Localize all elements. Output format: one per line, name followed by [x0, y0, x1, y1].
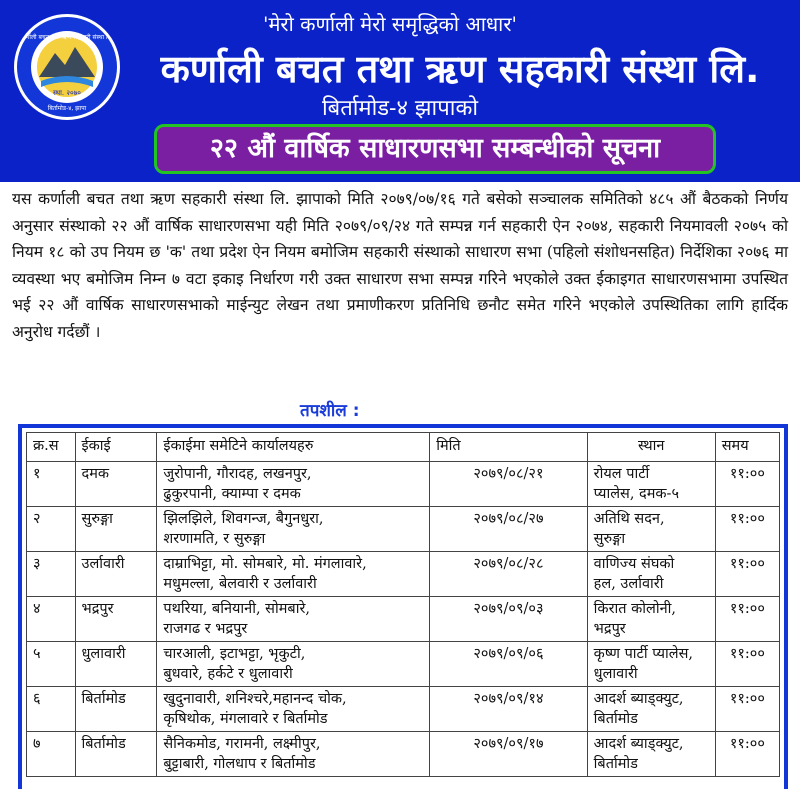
- cell-offices: [157, 687, 430, 732]
- cell-offices: [157, 507, 430, 552]
- cell-location-line: बिर्तामोड: [593, 756, 638, 772]
- organization-name: कर्णाली बचत तथा ऋण सहकारी संस्था लि.: [160, 47, 760, 91]
- cell-offices-line: बुट्टाबारी, गोलधाप र बिर्तामोड: [163, 756, 316, 772]
- cell-offices: [157, 732, 430, 777]
- organization-address: बिर्तामोड-४ झापाको: [321, 96, 479, 121]
- cell-offices-line: कृषिथोक, मंगलावारे र बिर्तामोड: [163, 711, 328, 727]
- cell-date: २०७९/०८/२७: [430, 507, 587, 552]
- table-row: [27, 597, 780, 642]
- slogan: 'मेरो कर्णाली मेरो समृद्धिको आधार': [262, 12, 518, 36]
- cell-unit: उर्लावारी: [75, 552, 157, 597]
- header-date: मिति: [430, 433, 587, 462]
- cell-sn: ४: [27, 597, 76, 642]
- cell-location-line: कृष्ण पार्टी प्यालेस,: [593, 646, 694, 662]
- cell-unit: भद्रपुर: [75, 597, 157, 642]
- cell-location-line: आदर्श ब्याड्क्युट,: [593, 691, 684, 707]
- table-row: [27, 552, 780, 597]
- cell-offices-line: पथरिया, बनियानी, सोमबारे,: [163, 601, 310, 617]
- notice-title: २२ औं वार्षिक साधारणसभा सम्बन्धीको सूचना: [154, 124, 716, 174]
- cell-date: २०७९/०९/१७: [430, 732, 587, 777]
- table-row: [27, 507, 780, 552]
- cell-time: ११:००: [715, 642, 779, 687]
- cell-location-line: भद्रपुर: [593, 621, 626, 637]
- header-location: स्थान: [587, 433, 715, 462]
- header-banner: [0, 0, 800, 182]
- cell-location: [587, 552, 715, 597]
- header-time: समय: [715, 433, 779, 462]
- cell-date: २०७९/०९/०६: [430, 642, 587, 687]
- header-unit: ईकाई: [75, 433, 157, 462]
- cell-time: ११:००: [715, 507, 779, 552]
- cell-location-line: वाणिज्य संघको: [593, 556, 675, 572]
- logo-bottom-text: बिर्तामोड-४, झापा: [47, 105, 87, 112]
- table-row: [27, 732, 780, 777]
- cell-offices-line: झिलझिले, शिवगन्ज, बैगुनधुरा,: [163, 511, 324, 527]
- logo-ring-text: कर्णाली बचत तथा ऋण सहकारी संस्था लि.: [20, 34, 114, 41]
- cell-location-line: हल, उर्लावारी: [593, 576, 664, 592]
- cell-sn: ७: [27, 732, 76, 777]
- cell-unit: बिर्तामोड: [75, 687, 157, 732]
- organization-logo: [14, 14, 120, 120]
- cell-offices-line: खुदुनावारी, शनिश्चरे,महानन्द चोक,: [163, 691, 347, 707]
- table-row: [27, 687, 780, 732]
- schedule-table: [26, 432, 780, 777]
- cell-sn: १: [27, 462, 76, 507]
- cell-location: [587, 687, 715, 732]
- cell-location-line: बिर्तामोड: [593, 711, 638, 727]
- cell-unit: दमक: [75, 462, 157, 507]
- cell-location-line: किरात कोलोनी,: [593, 601, 677, 617]
- cell-time: ११:००: [715, 687, 779, 732]
- cell-sn: २: [27, 507, 76, 552]
- cell-time: ११:००: [715, 732, 779, 777]
- table-header-row: [27, 433, 780, 462]
- table-heading: तपशील :: [300, 401, 360, 421]
- cell-location-line: अतिथि सदन,: [593, 511, 665, 527]
- cell-sn: ६: [27, 687, 76, 732]
- table-row: [27, 642, 780, 687]
- cell-location-line: रोयल पार्टी: [593, 466, 650, 482]
- cell-date: २०७९/०९/०३: [430, 597, 587, 642]
- cell-date: २०७९/०९/१४: [430, 687, 587, 732]
- cell-offices-line: चारआली, इटाभट्टा, भृकुटी,: [163, 646, 306, 662]
- header-offices: ईकाईमा समेटिने कार्यालयहरु: [157, 433, 430, 462]
- cell-time: ११:००: [715, 597, 779, 642]
- cell-location-line: धुलावारी: [593, 666, 638, 682]
- cell-sn: ५: [27, 642, 76, 687]
- cell-location: [587, 732, 715, 777]
- cell-unit: सुरुङ्गा: [75, 507, 157, 552]
- cell-location: [587, 597, 715, 642]
- cell-location-line: सुरुङ्गा: [593, 531, 626, 547]
- cell-date: २०७९/०८/२८: [430, 552, 587, 597]
- cell-offices: [157, 642, 430, 687]
- mountain-logo-icon: [17, 17, 117, 117]
- cell-time: ११:००: [715, 462, 779, 507]
- cell-offices-line: मधुमल्ला, बेलवारी र उर्लावारी: [163, 576, 317, 592]
- header-sn: क्र.स: [27, 433, 76, 462]
- cell-offices-line: राजगढ र भद्रपुर: [163, 621, 248, 637]
- notice-paragraph: यस कर्णाली बचत तथा ऋण सहकारी संस्था लि. झापाको मिति २०७९/०७/१६ गते बसेको सञ्चालक समितिको ४८५ औं बैठकको निर्णय अनुसार संस्थाको २२ औं वार्षिक साधारणसभा यही मिति २०७९/०९/२४ गते सम्पन्न गर्न सहकारी ऐन २०७४, सहकारी नियमावली २०७५ को नियम १८ को उप नियम छ 'क' तथा प्रदेश ऐन नियम बमोजिम सहकारी संस्थाको साधारण सभा (पहिलो संशोधनसहित) निर्देशिका २०७६ मा व्यवस्था भए बमोजिम निम्न ७ वटा इकाइ निर्धारण गरी उक्त साधारण सभा सम्पन्न गरिने भएकोले उक्त ईकाइगत साधारणसभामा उपस्थित भई २२ औं वार्षिक साधारणसभाको माईन्युट लेखन तथा प्रमाणीकरण प्रतिनिधि छनौट समेत गरिने भएकोले उपस्थितिका लागि हार्दिक अनुरोध गर्दछौं ।: [12, 190, 788, 341]
- logo-year-text: स्था. २०७०: [53, 89, 81, 97]
- cell-offices: [157, 462, 430, 507]
- cell-unit: धुलावारी: [75, 642, 157, 687]
- cell-unit: बिर्तामोड: [75, 732, 157, 777]
- cell-location: [587, 642, 715, 687]
- cell-offices-line: जुरोपानी, गौरादह, लखनपुर,: [163, 466, 312, 482]
- cell-date: २०७९/०८/२१: [430, 462, 587, 507]
- cell-offices: [157, 597, 430, 642]
- cell-offices-line: सैनिकमोड, गरामनी, लक्ष्मीपुर,: [163, 736, 321, 752]
- cell-offices-line: बुधवारे, हर्कटे र धुलावारी: [163, 666, 293, 682]
- table-row: [27, 462, 780, 507]
- cell-location-line: प्यालेस, दमक-५: [593, 486, 679, 502]
- cell-location-line: आदर्श ब्याड्क्युट,: [593, 736, 684, 752]
- cell-offices-line: ढुकुरपानी, क्याम्पा र दमक: [163, 486, 301, 502]
- cell-offices-line: शरणामति, र सुरुङ्गा: [163, 531, 266, 547]
- cell-offices: [157, 552, 430, 597]
- cell-location: [587, 462, 715, 507]
- cell-offices-line: दाम्राभिट्टा, मो. सोमबारे, मो. मंगलावारे,: [163, 556, 367, 572]
- cell-location: [587, 507, 715, 552]
- cell-sn: ३: [27, 552, 76, 597]
- cell-time: ११:००: [715, 552, 779, 597]
